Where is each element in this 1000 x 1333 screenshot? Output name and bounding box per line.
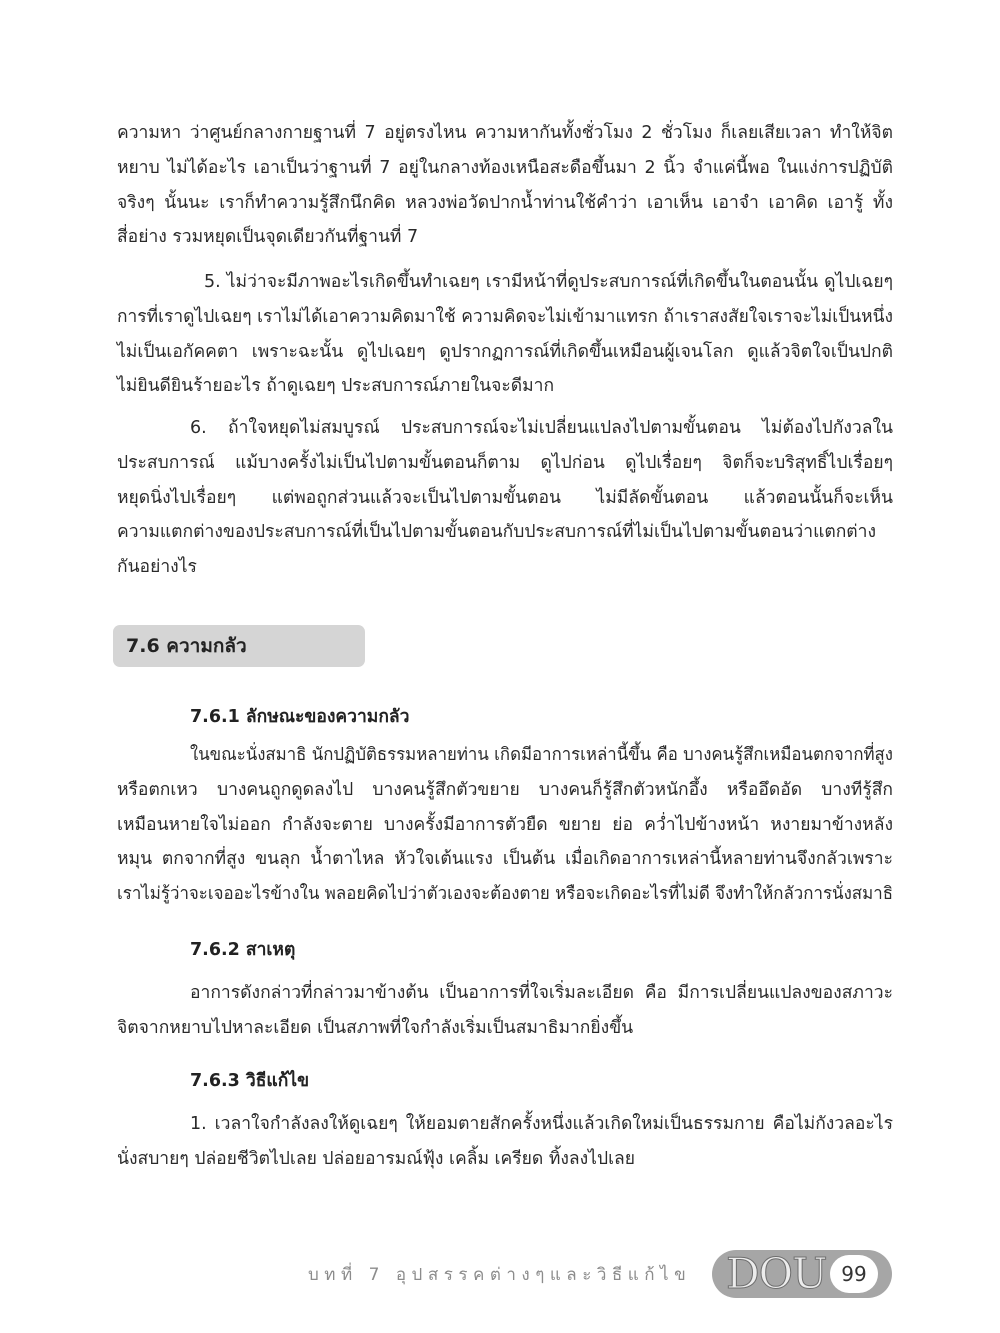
line-text: หยาบ ไม่ได้อะไร เอาเป็นว่าฐานที่ 7 อยู่ในกลางท้องเหนือสะดือขึ้นมา 2 นิ้ว จำแค่นี้พอ ในแง่การปฏิบัติ	[117, 157, 893, 178]
line-text: นั่งสบายๆ ปล่อยชีวิตไปเลย ปล่อยอารมณ์ฟุ้ง เคลิ้ม เครียด ทิ้งลงไปเลย	[117, 1148, 636, 1169]
line-text: ไม่เป็นเอกัคคตา เพราะฉะนั้น ดูไปเฉยๆ ดูปรากฏการณ์ที่เกิดขึ้นเหมือนผู้เจนโลก ดูแล้วจิตใจเป็นปกติ	[117, 341, 893, 362]
footer-chapter-text: บทที่ 7 อุปสรรคต่างๆและวิธีแก้ไข	[308, 1265, 692, 1285]
text-line	[117, 877, 893, 912]
text-line	[117, 842, 893, 877]
paragraph	[117, 976, 893, 1046]
text-line	[117, 116, 893, 151]
line-text: สี่อย่าง รวมหยุดเป็นจุดเดียวกันที่ฐานที่ 7	[117, 227, 419, 248]
text-line	[117, 220, 893, 255]
paragraph	[117, 116, 893, 255]
text-line	[190, 411, 893, 446]
text-line	[117, 151, 893, 186]
dou-logo-badge	[712, 1250, 892, 1298]
text-line	[117, 186, 893, 221]
line-text: อาการดังกล่าวที่กล่าวมาข้างต้น เป็นอาการที่ใจเริ่มละเอียด คือ มีการเปลี่ยนแปลงของสภาวะ	[190, 983, 893, 1003]
line-text: เหมือนหายใจไม่ออก กำลังจะตาย บางครั้งมีอาการตัวยืด ขยาย ย่อ คว่ำไปข้างหน้า หงายมาข้างหลัง	[117, 814, 893, 835]
line-text: ในขณะนั่งสมาธิ นักปฏิบัติธรรมหลายท่าน เกิดมีอาการเหล่านี้ขึ้น คือ บางคนรู้สึกเหมือนตกจากที่สูง	[190, 745, 893, 765]
text-line	[117, 808, 893, 843]
line-text: จิตจากหยาบไปหาละเอียด เป็นสภาพที่ใจกำลังเริ่มเป็นสมาธิมากยิ่งขึ้น	[117, 1017, 634, 1038]
paragraph	[117, 411, 893, 585]
footer-chapter-title	[308, 1258, 693, 1292]
line-text: 5. ไม่ว่าจะมีภาพอะไรเกิดขึ้นทำเฉยๆ เรามีหน้าที่ดูประสบการณ์ที่เกิดขึ้นในตอนนั้น ดูไปเฉยๆ	[204, 272, 893, 292]
section-heading: 7.6 ความกลัว	[126, 635, 247, 657]
text-line	[117, 481, 893, 516]
paragraph	[117, 265, 893, 404]
text-line	[190, 976, 893, 1011]
line-text: หรือตกเหว บางคนถูกดูดลงไป บางคนรู้สึกตัวขยาย บางคนก็รู้สึกตัวหนักอึ้ง หรืออึดอัด บางทีรู้สึก	[117, 779, 893, 800]
text-line	[117, 550, 893, 585]
line-text: เราไม่รู้ว่าจะเจออะไรข้างใน พลอยคิดไปว่าตัวเองจะต้องตาย หรือจะเกิดอะไรที่ไม่ดี จึงทำให้กลัวการนั่งสมาธิ	[117, 884, 893, 905]
text-line	[117, 335, 893, 370]
section-heading-box	[113, 625, 365, 667]
text-line	[117, 773, 893, 808]
subsection-title: 7.6.2 สาเหตุ	[190, 940, 296, 960]
line-text: การที่เราดูไปเฉยๆ เราไม่ได้เอาความคิดมาใช้ ความคิดจะไม่เข้ามาแทรก ถ้าเราสงสัยใจเราจะไม่เป็นหนึ่ง	[117, 306, 893, 327]
text-line	[117, 369, 893, 404]
text-line	[117, 1011, 893, 1046]
text-line	[117, 300, 893, 335]
line-text: กันอย่างไร	[117, 557, 197, 578]
line-text: 6. ถ้าใจหยุดไม่สมบูรณ์ ประสบการณ์จะไม่เปลี่ยนแปลงไปตามขั้นตอน ไม่ต้องไปกังวลใน	[190, 418, 893, 438]
text-line	[117, 515, 893, 550]
text-line	[117, 446, 893, 481]
line-text: ความหา ว่าศูนย์กลางกายฐานที่ 7 อยู่ตรงไหน ความหากันทั้งชั่วโมง 2 ชั่วโมง ก็เลยเสียเวลา ทำให้จิต	[117, 123, 893, 143]
line-text: 1. เวลาใจกำลังลงให้ดูเฉยๆ ให้ยอมตายสักครั้งหนึ่งแล้วเกิดใหม่เป็นธรรมกาย คือไม่กังวลอะไร	[190, 1114, 893, 1134]
text-line	[190, 1107, 893, 1142]
line-text: ความแตกต่างของประสบการณ์ที่เป็นไปตามขั้นตอนกับประสบการณ์ที่ไม่เป็นไปตามขั้นตอนว่าแตกต่าง	[117, 522, 877, 543]
paragraph	[117, 738, 893, 912]
line-text: ไม่ยินดียินร้ายอะไร ถ้าดูเฉยๆ ประสบการณ์ภายในจะดีมาก	[117, 376, 555, 397]
text-line	[204, 265, 893, 300]
line-text: จริงๆ นั้นนะ เราก็ทำความรู้สึกนึกคิด หลวงพ่อวัดปากน้ำท่านใช้คำว่า เอาเห็น เอาจำ เอาคิด เอารู้ ทั้ง	[117, 192, 893, 213]
subsection-title: 7.6.1 ลักษณะของความกลัว	[190, 707, 410, 727]
line-text: หยุดนิ่งไปเรื่อยๆ แต่พอถูกส่วนแล้วจะเป็นไปตามขั้นตอน ไม่มีลัดขั้นตอน แล้วตอนนั้นก็จะเห็น	[117, 487, 893, 508]
dou-logo: DOU	[726, 1249, 827, 1298]
paragraph	[117, 1107, 893, 1177]
text-line	[117, 1142, 893, 1177]
text-line	[190, 738, 893, 773]
subsection-title: 7.6.3 วิธีแก้ไข	[190, 1071, 310, 1091]
line-text: หมุน ตกจากที่สูง ขนลุก น้ำตาไหล หัวใจเต้นแรง เป็นต้น เมื่อเกิดอาการเหล่านี้หลายท่านจึงกลัวเพราะ	[117, 849, 893, 870]
line-text: ประสบการณ์ แม้บางครั้งไม่เป็นไปตามขั้นตอนก็ตาม ดูไปก่อน ดูไปเรื่อยๆ จิตก็จะบริสุทธิ์ไปเรื่อยๆ	[117, 452, 893, 473]
page-number: 99	[830, 1255, 878, 1293]
